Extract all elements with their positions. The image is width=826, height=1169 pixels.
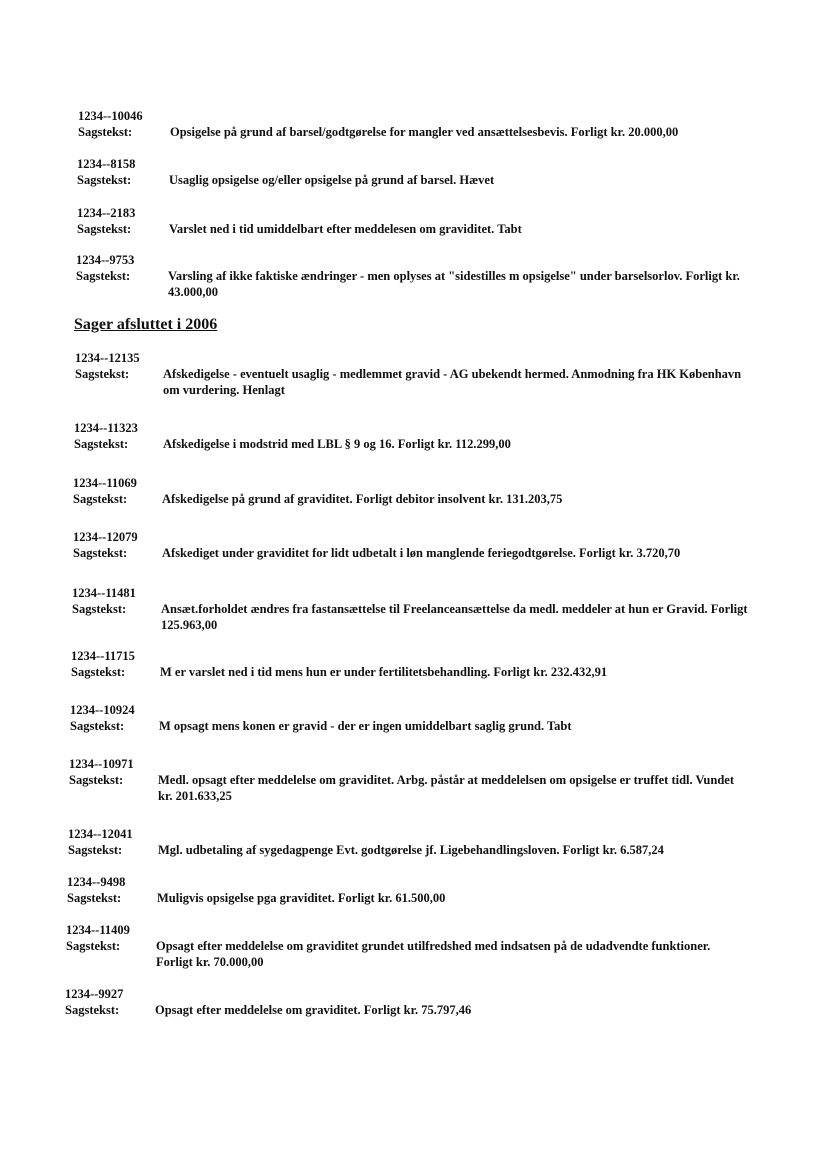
section-heading: Sager afsluttet i 2006 [74,316,218,333]
case-text: Varslet ned i tid umiddelbart efter meddelesen om graviditet. Tabt [169,222,522,236]
case-id: 1234--8158 [77,157,136,171]
case-label: Sagstekst: [68,843,123,857]
case-label: Sagstekst: [77,173,132,187]
case-entry [68,826,748,858]
case-entry [71,648,751,680]
case-entry [65,986,745,1018]
case-text: Medl. opsagt efter meddelelse om graviditet. Arbg. påstår at meddelelsen om opsigelse er truffet tidl. Vundet kr. 201.633,25 [158,773,734,803]
case-label: Sagstekst: [78,125,133,139]
case-label: Sagstekst: [73,492,128,506]
case-text: Afskedigelse i modstrid med LBL § 9 og 16. Forligt kr. 112.299,00 [163,437,511,451]
case-text: Varsling af ikke faktiske ændringer - men oplyses at "sidestilles m opsigelse" under barselsorlov. Forligt kr. 43.000,00 [168,269,740,299]
case-text: M opsagt mens konen er gravid - der er ingen umiddelbart saglig grund. Tabt [159,719,572,733]
case-label: Sagstekst: [71,665,126,679]
case-label: Sagstekst: [67,891,122,905]
case-text: Mgl. udbetaling af sygedagpenge Evt. godtgørelse jf. Ligebehandlingsloven. Forligt kr. 6.587,24 [158,843,664,857]
case-id: 1234--9498 [67,875,126,889]
case-entry [74,420,754,452]
case-id: 1234--11409 [66,923,130,937]
case-label: Sagstekst: [77,222,132,236]
case-id: 1234--11323 [74,421,138,435]
case-entry [70,702,750,734]
case-id: 1234--12079 [73,530,138,544]
case-entry [72,585,752,633]
case-entry [76,252,756,300]
case-entry [78,108,758,140]
case-text: Opsagt efter meddelelse om graviditet grundet utilfredshed med indsatsen på de udadvendte funktioner. Forligt kr. 70.000,00 [156,939,711,969]
case-text: Opsagt efter meddelelse om graviditet. Forligt kr. 75.797,46 [155,1003,472,1017]
case-entry [73,475,753,507]
case-id: 1234--12041 [68,827,133,841]
case-id: 1234--11069 [73,476,137,490]
case-id: 1234--9927 [65,987,124,1001]
case-text: Usaglig opsigelse og/eller opsigelse på grund af barsel. Hævet [169,173,495,187]
case-label: Sagstekst: [75,367,130,381]
case-label: Sagstekst: [69,773,124,787]
case-entry [73,529,753,561]
case-id: 1234--9753 [76,253,135,267]
case-text: Afskedigelse på grund af graviditet. Forligt debitor insolvent kr. 131.203,75 [162,492,563,506]
case-id: 1234--2183 [77,206,136,220]
case-id: 1234--10971 [69,757,134,771]
case-id: 1234--12135 [75,351,140,365]
case-label: Sagstekst: [72,602,127,616]
case-id: 1234--10046 [78,109,143,123]
case-entry [69,756,749,804]
case-entry [77,205,757,237]
case-label: Sagstekst: [70,719,125,733]
case-id: 1234--11481 [72,586,136,600]
case-text: M er varslet ned i tid mens hun er under fertilitetsbehandling. Forligt kr. 232.432,91 [160,665,608,679]
case-id: 1234--10924 [70,703,135,717]
case-label: Sagstekst: [74,437,129,451]
case-text: Ansæt.forholdet ændres fra fastansættelse til Freelanceansættelse da medl. meddeler at hun er Gravid. Forligt 125.963,00 [161,602,748,632]
case-label: Sagstekst: [65,1003,120,1017]
case-entry [67,874,747,906]
case-entry [77,156,757,188]
case-text: Afskediget under graviditet for lidt udbetalt i løn manglende feriegodtgørelse. Forligt kr. 3.720,70 [162,546,681,560]
case-label: Sagstekst: [66,939,121,953]
case-entry [75,350,755,398]
case-id: 1234--11715 [71,649,135,663]
case-text: Opsigelse på grund af barsel/godtgørelse for mangler ved ansættelsesbevis. Forligt kr. 20.000,00 [170,125,679,139]
case-entry [66,922,746,970]
case-label: Sagstekst: [76,269,131,283]
case-text: Muligvis opsigelse pga graviditet. Forligt kr. 61.500,00 [157,891,446,905]
case-text: Afskedigelse - eventuelt usaglig - medlemmet gravid - AG ubekendt hermed. Anmodning fra HK København om vurdering. Henlagt [163,367,742,397]
case-label: Sagstekst: [73,546,128,560]
